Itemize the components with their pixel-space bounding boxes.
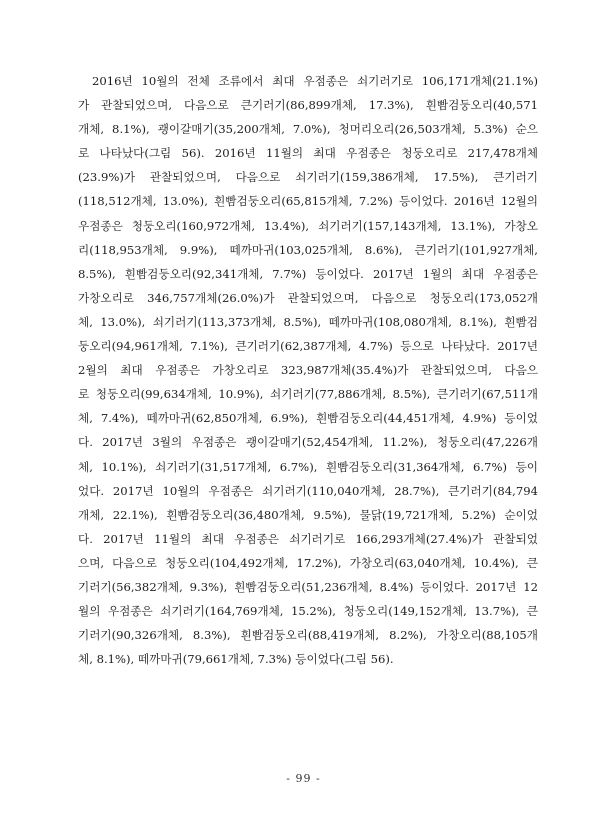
body-paragraph xyxy=(78,69,538,671)
page-number: - 99 - xyxy=(286,772,321,785)
paragraph-line: 다. 2017년 3월의 우점종은 괭이갈매기(52,454개체, 11.2%), 청둥오리(47,226개 xyxy=(78,435,538,450)
paragraph-line: 2월의 최대 우점종은 가창오리로 323,987개체(35.4%)가 관찰되었으며, 다음으 xyxy=(78,363,538,378)
paragraph-line: 체, 7.4%), 떼까마귀(62,850개체, 6.9%), 흰빰검둥오리(44,451개체, 4.9%) 등이었 xyxy=(78,411,538,426)
paragraph-line: 2016년 10월의 전체 조류에서 최대 우점종은 쇠기러기로 106,171개체(21.1%) xyxy=(92,74,538,88)
paragraph-line: 둥오리(94,961개체, 7.1%), 큰기러기(62,387개체, 4.7%) 등으로 나타났다. 2017년 xyxy=(78,339,538,354)
paragraph-line: 기러기(56,382개체, 9.3%), 흰빰검둥오리(51,236개체, 8.4%) 등이었다. 2017년 12 xyxy=(78,579,538,594)
paragraph-line: 체, 10.1%), 쇠기러기(31,517개체, 6.7%), 흰빰검둥오리(31,364개체, 6.7%) 등이 xyxy=(78,459,538,474)
paragraph-line: 개체, 22.1%), 흰빰검둥오리(36,480개체, 9.5%), 물닭(19,721개체, 5.2%) 순이었 xyxy=(78,507,538,522)
paragraph-line: 다. 2017년 11월의 최대 우점종은 쇠기러기로 166,293개체(27.4%)가 관찰되었 xyxy=(78,531,538,546)
paragraph-line: 었다. 2017년 10월의 우점종은 쇠기러기(110,040개체, 28.7%), 큰기러기(84,794 xyxy=(78,483,538,498)
paragraph-line: 로 나타났다(그림 56). 2016년 11월의 최대 우점종은 청둥오리로 217,478개체 xyxy=(78,146,538,161)
paragraph-line: 우점종은 청둥오리(160,972개체, 13.4%), 쇠기러기(157,143개체, 13.1%), 가창오 xyxy=(78,218,538,233)
paragraph-line: 개체, 8.1%), 괭이갈매기(35,200개체, 7.0%), 청머리오리(26,503개체, 5.3%) 순으 xyxy=(78,122,538,137)
paragraph-line: 체, 13.0%), 쇠기러기(113,373개체, 8.5%), 떼까마귀(108,080개체, 8.1%), 흰빰검 xyxy=(78,314,538,329)
paragraph-line: 기러기(90,326개체, 8.3%), 흰빰검둥오리(88,419개체, 8.2%), 가창오리(88,105개 xyxy=(78,628,538,643)
paragraph-line: 으며, 다음으로 청둥오리(104,492개체, 17.2%), 가창오리(63,040개체, 10.4%), 큰 xyxy=(78,555,538,570)
paragraph-line: (118,512개체, 13.0%), 흰빰검둥오리(65,815개체, 7.2%) 등이었다. 2016년 12월의 xyxy=(78,194,538,209)
paragraph-line: 리(118,953개체, 9.9%), 떼까마귀(103,025개체, 8.6%), 큰기러기(101,927개체, xyxy=(78,242,538,257)
paragraph-line: 가창오리로 346,757개체(26.0%)가 관찰되었으며, 다음으로 청둥오리(173,052개 xyxy=(78,290,538,305)
paragraph-line: (23.9%)가 관찰되었으며, 다음으로 쇠기러기(159,386개체, 17.5%), 큰기러기 xyxy=(78,170,538,185)
paragraph-line: 체, 8.1%), 떼까마귀(79,661개체, 7.3%) 등이었다(그림 56). xyxy=(78,652,394,667)
paragraph-line: 가 관찰되었으며, 다음으로 큰기러기(86,899개체, 17.3%), 흰빰검둥오리(40,571 xyxy=(78,98,538,113)
paragraph-line: 로 청둥오리(99,634개체, 10.9%), 쇠기러기(77,886개체, 8.5%), 큰기러기(67,511개 xyxy=(78,387,538,402)
paragraph-line: 8.5%), 흰빰검둥오리(92,341개체, 7.7%) 등이었다. 2017년 1월의 최대 우점종은 xyxy=(78,266,538,281)
paragraph-line: 월의 우점종은 쇠기러기(164,769개체, 15.2%), 청둥오리(149,152개체, 13.7%), 큰 xyxy=(78,604,538,619)
